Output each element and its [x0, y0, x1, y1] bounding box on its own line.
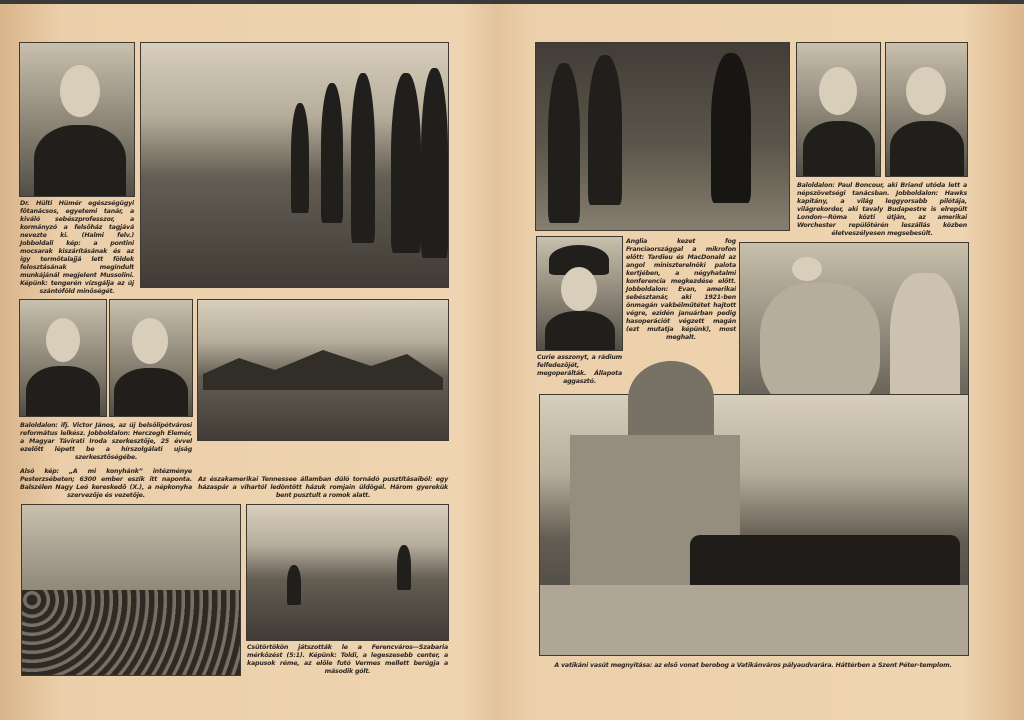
magazine-spread	[0, 4, 1024, 720]
photo-portrait-victor	[20, 300, 106, 416]
caption-victor-herczegh: Baloldalon: ifj. Victor János, az új belsőlipótvárosi református lelkész. Jobboldalon: Herczegh Elemér, a Magyar Távirati Iroda szerkesztője, 25 évvel ezelőtt lépett be a hírszolgálati ujság szerkesztőségébe.	[20, 422, 192, 461]
photo-mussolini-field	[141, 43, 448, 287]
caption-hulti-mussolini: Dr. Hülti Hümér egészségügyi főtanácsos, egyetemi tanár, a kiváló sebészprofesszor, a kormányzó a felsőház tagjává nevezte ki. (Halmi felv.) Jobboldali kép: a pontini mocsarak kiszárításának és az így termőtalajjá lett földek felosztásának megindult munkájánál megjelent Mussolini. Képünk: tengerén vízsgálja az új szántóföld minőségét.	[20, 200, 134, 295]
photo-portrait-curie	[537, 237, 622, 350]
photo-portrait-hulti	[20, 43, 134, 196]
caption-boncour-hawks: Baloldalon: Paul Boncour, aki Briand utóda lett a népszövetségi tanácsban. Jobboldalon: Hawks kapitány, a világ leggyorsabb pilótája, világrekorder, aki tavaly Budapestre is elrepült London—Róma közti útján, az amerikai Worchester repülőtérén leszállás közben életveszélyesen megsebesült.	[797, 182, 967, 237]
photo-portrait-boncour	[797, 43, 880, 176]
photo-portrait-hawks	[886, 43, 967, 176]
caption-football: Csütörtökön játszották le a Ferencváros—Szabaria mérkőzést (5:1). Képünk: Toldi, a legeszesebb center, a kapusok réme, az előle futó Vermes mellett berúgja a második gólt.	[247, 644, 448, 675]
photo-tornado-ruins	[198, 300, 448, 440]
caption-curie: Curie asszonyt, a rádium felfedezőjét, megoperálták. Állapota aggasztó.	[537, 354, 622, 385]
photo-portrait-herczegh	[110, 300, 192, 416]
caption-anglia-evan: Anglia kezet fog Franciaországgal a mikrofon előtt: Tardieu és MacDonald az angol miniszterelnöki palota kertjében, a négyhatalmi konferencia megkezdése előtt. Jobboldalon: Evan, amerikai sebésztanár, aki 1921-ben önmagán vakbélműtétet hajtott végre, ezidén januárban pedig hasoperációt végzett magán (ezt mutatja képünk), most meghalt.	[626, 238, 736, 341]
photo-football-match	[247, 505, 448, 640]
photo-soup-kitchen-crowd	[22, 505, 240, 675]
caption-soup-kitchen: Alsó kép: „A mi konyhánk” intézménye Pesterzsébeten; 6300 ember eszik itt naponta. Balszélen Nagy Leó kereskedő (X.), a népkonyha szervezője és vezetője.	[20, 468, 192, 499]
photo-vatican-railway	[540, 395, 968, 655]
caption-vatican-railway: A vatikáni vasút megnyitása: az első vonat berobog a Vatikánváros pályaudvarára. Háttérben a Szent Péter-templom.	[554, 662, 952, 669]
caption-tornado: Az északamerikai Tennessee államban dúló tornádó pusztításaiból: egy házaspár a vihartól ledöntött házuk romjain üldögél. Három gyerekük bent pusztult a romok alatt.	[198, 476, 448, 499]
photo-tardieu-macdonald	[536, 43, 789, 230]
